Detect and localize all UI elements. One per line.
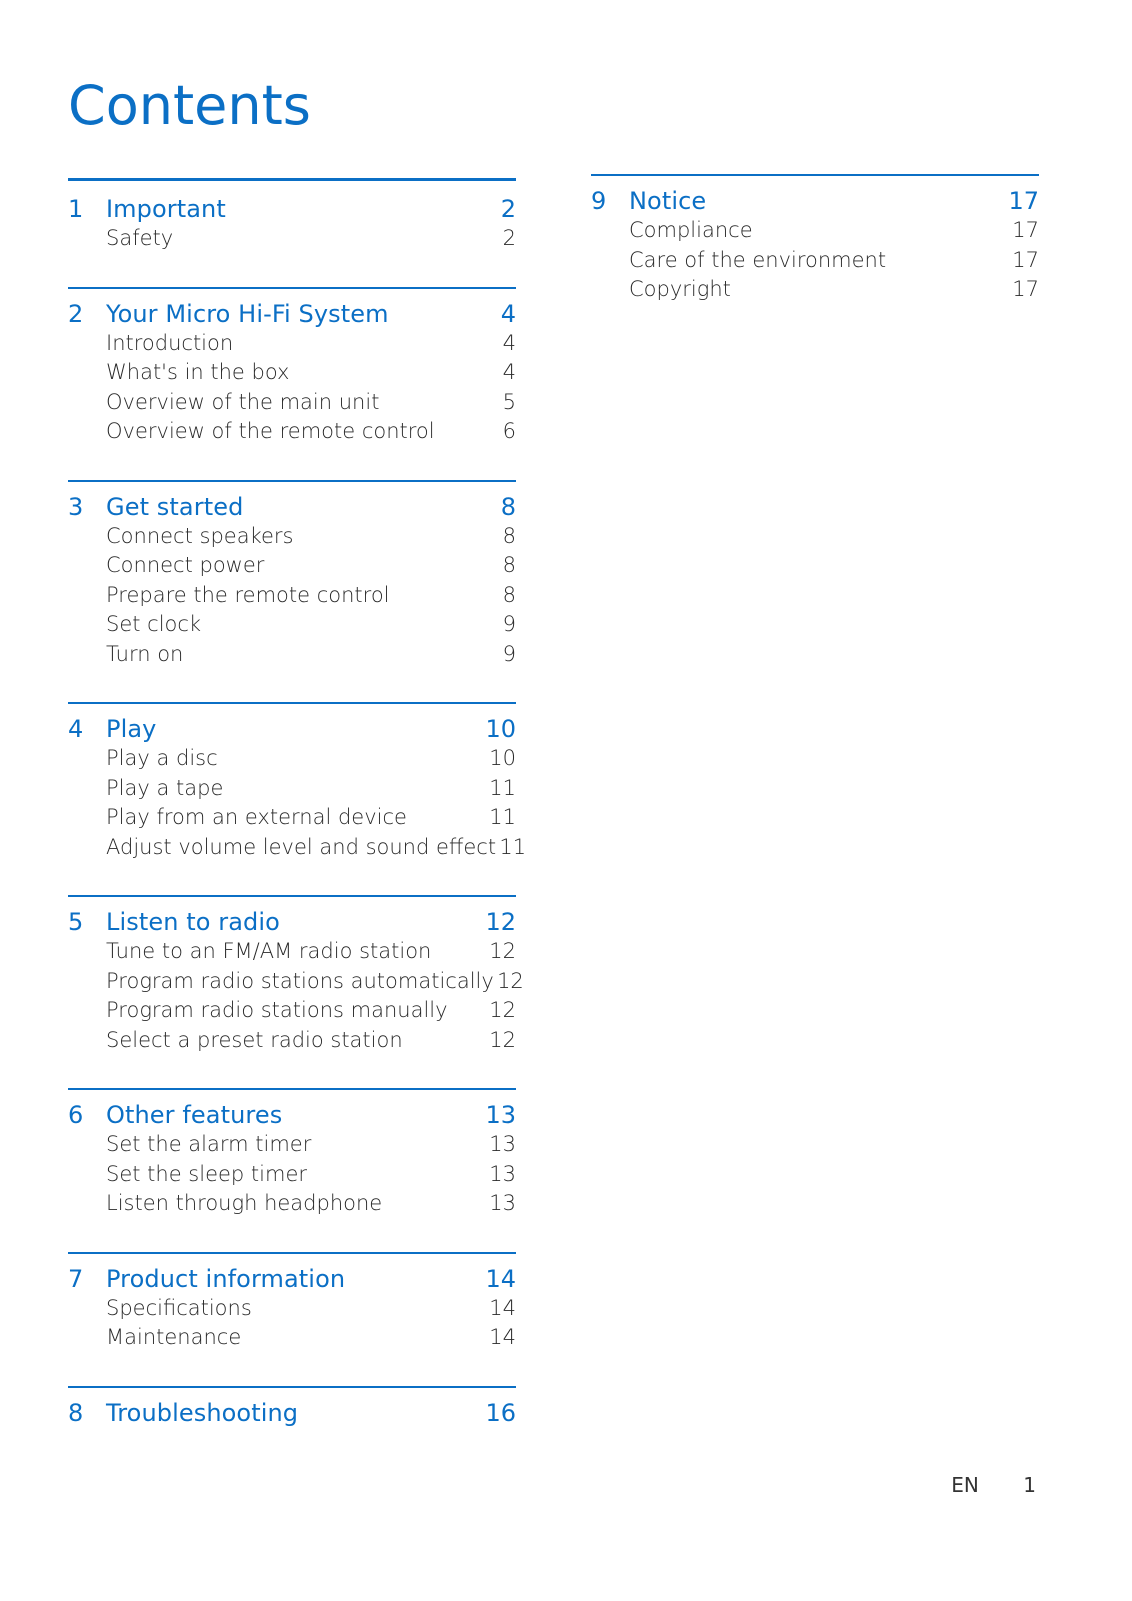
entry-label: Connect power <box>106 553 265 577</box>
toc-entry[interactable] <box>68 388 516 418</box>
toc-section-heading[interactable] <box>68 1264 516 1294</box>
entry-label: Maintenance <box>106 1325 242 1349</box>
section-page: 10 <box>485 715 516 743</box>
entry-page: 11 <box>489 775 516 800</box>
section-title: Other features <box>106 1101 283 1129</box>
section-page: 16 <box>485 1398 516 1427</box>
entry-page: 9 <box>502 641 516 666</box>
section-title: Notice <box>629 187 707 215</box>
entry-label: Select a preset radio station <box>106 1027 403 1052</box>
entry-label: Prepare the remote control <box>106 582 390 607</box>
entry-page: 12 <box>489 1027 516 1052</box>
section-number: 3 <box>68 492 84 521</box>
toc-section-heading[interactable] <box>68 299 516 329</box>
toc-section-heading[interactable] <box>68 907 516 937</box>
toc-entry[interactable] <box>68 329 516 359</box>
entry-label: Introduction <box>106 330 234 355</box>
entry-page: 13 <box>489 1191 516 1215</box>
toc-section-heading[interactable] <box>68 194 516 224</box>
toc-entry[interactable] <box>68 1130 516 1160</box>
section-page: 14 <box>485 1264 516 1293</box>
section-number: 5 <box>68 908 84 936</box>
toc-section <box>68 895 524 1055</box>
entry-page: 14 <box>489 1325 516 1349</box>
toc-section-heading[interactable] <box>68 492 516 522</box>
entry-label: Play a tape <box>106 775 224 800</box>
section-number: 9 <box>591 187 607 215</box>
toc-section <box>68 1386 516 1428</box>
toc-entry[interactable] <box>68 967 524 997</box>
toc-entry[interactable] <box>68 551 516 581</box>
toc-entry[interactable] <box>68 640 516 670</box>
toc-entry[interactable] <box>591 275 1039 305</box>
toc-entry[interactable] <box>68 522 516 552</box>
entry-page: 13 <box>489 1132 516 1156</box>
section-title: Play <box>106 715 157 743</box>
section-number: 1 <box>68 195 84 223</box>
entry-page: 8 <box>502 582 516 607</box>
entry-label: Listen through headphone <box>106 1191 383 1215</box>
page-footer <box>951 1473 1036 1497</box>
toc-entry[interactable] <box>591 246 1039 276</box>
toc-entry[interactable] <box>68 937 516 967</box>
toc-entry[interactable] <box>68 1026 516 1056</box>
section-number: 7 <box>68 1264 84 1293</box>
entry-label: Overview of the remote control <box>106 419 435 443</box>
section-number: 8 <box>68 1398 84 1427</box>
toc-left-column <box>68 178 527 1461</box>
entry-label: Compliance <box>629 218 753 242</box>
entry-label: Copyright <box>629 277 731 301</box>
entry-page: 4 <box>502 360 516 384</box>
toc-entry[interactable] <box>591 216 1039 246</box>
toc-section <box>68 702 527 862</box>
toc-entry[interactable] <box>68 417 516 447</box>
entry-label: Play a disc <box>106 746 218 770</box>
toc-section-heading[interactable] <box>68 1398 516 1428</box>
toc-entry[interactable] <box>68 1189 516 1219</box>
entry-page: 6 <box>502 419 516 443</box>
toc-section <box>68 178 516 254</box>
section-title: Important <box>106 195 226 223</box>
entry-page: 2 <box>502 226 516 250</box>
entry-label: Turn on <box>106 641 184 666</box>
entry-page: 17 <box>1012 247 1039 272</box>
entry-page: 8 <box>502 553 516 577</box>
section-title: Troubleshooting <box>106 1398 299 1427</box>
toc-entry[interactable] <box>68 581 516 611</box>
toc-entry[interactable] <box>68 803 516 833</box>
section-title: Listen to radio <box>106 908 280 936</box>
section-title: Your Micro Hi-Fi System <box>106 299 389 328</box>
entry-page: 10 <box>489 746 516 770</box>
entry-label: Set clock <box>106 612 202 636</box>
section-number: 4 <box>68 715 84 743</box>
page-title: Contents <box>68 74 311 137</box>
toc-section <box>68 480 516 670</box>
toc-right-column <box>591 174 1039 338</box>
toc-entry[interactable] <box>68 996 516 1026</box>
entry-label: Adjust volume level and sound effect <box>106 834 497 859</box>
entry-label: Program radio stations manually <box>106 998 448 1022</box>
toc-section <box>68 1252 516 1353</box>
toc-entry[interactable] <box>68 744 516 774</box>
entry-page: 11 <box>499 834 527 859</box>
entry-page: 17 <box>1012 277 1039 301</box>
section-page: 17 <box>1008 187 1039 215</box>
toc-entry[interactable] <box>68 1323 516 1353</box>
entry-page: 9 <box>502 612 516 636</box>
entry-label: Tune to an FM/AM radio station <box>106 939 432 963</box>
section-page: 4 <box>500 299 516 328</box>
language-code: EN <box>951 1473 979 1497</box>
entry-page: 17 <box>1012 218 1039 242</box>
entry-page: 11 <box>489 805 516 829</box>
section-number: 2 <box>68 299 84 328</box>
toc-section <box>68 1088 516 1219</box>
toc-entry[interactable] <box>68 358 516 388</box>
entry-label: Safety <box>106 226 174 250</box>
toc-entry[interactable] <box>68 774 516 804</box>
toc-entry[interactable] <box>68 224 516 254</box>
entry-page: 14 <box>489 1295 516 1320</box>
entry-page: 5 <box>502 389 516 414</box>
entry-label: Set the alarm timer <box>106 1132 312 1156</box>
entry-label: Set the sleep timer <box>106 1161 307 1186</box>
entry-label: Program radio stations automatically <box>106 968 494 993</box>
toc-section <box>591 174 1039 305</box>
entry-page: 12 <box>497 968 524 993</box>
section-number: 6 <box>68 1101 84 1129</box>
entry-label: Overview of the main unit <box>106 389 380 414</box>
section-title: Get started <box>106 492 244 521</box>
entry-page: 4 <box>502 330 516 355</box>
toc-section-heading[interactable] <box>68 1100 516 1130</box>
toc-section <box>68 287 516 447</box>
entry-page: 12 <box>489 939 516 963</box>
entry-label: Care of the environment <box>629 247 887 272</box>
entry-label: What's in the box <box>106 360 290 384</box>
entry-page: 12 <box>489 998 516 1022</box>
toc-entry[interactable] <box>68 610 516 640</box>
page-number: 1 <box>1023 1473 1036 1497</box>
section-page: 8 <box>500 492 516 521</box>
toc-entry[interactable] <box>68 1294 516 1324</box>
entry-page: 13 <box>489 1161 516 1186</box>
toc-section-heading[interactable] <box>591 186 1039 216</box>
section-page: 13 <box>485 1101 516 1129</box>
entry-label: Play from an external device <box>106 805 407 829</box>
section-page: 12 <box>485 908 516 936</box>
entry-label: Connect speakers <box>106 523 294 548</box>
toc-section-heading[interactable] <box>68 714 516 744</box>
toc-entry[interactable] <box>68 833 527 863</box>
toc-entry[interactable] <box>68 1160 516 1190</box>
entry-page: 8 <box>502 523 516 548</box>
section-title: Product information <box>106 1264 346 1293</box>
entry-label: Specifications <box>106 1295 252 1320</box>
section-page: 2 <box>500 195 516 223</box>
